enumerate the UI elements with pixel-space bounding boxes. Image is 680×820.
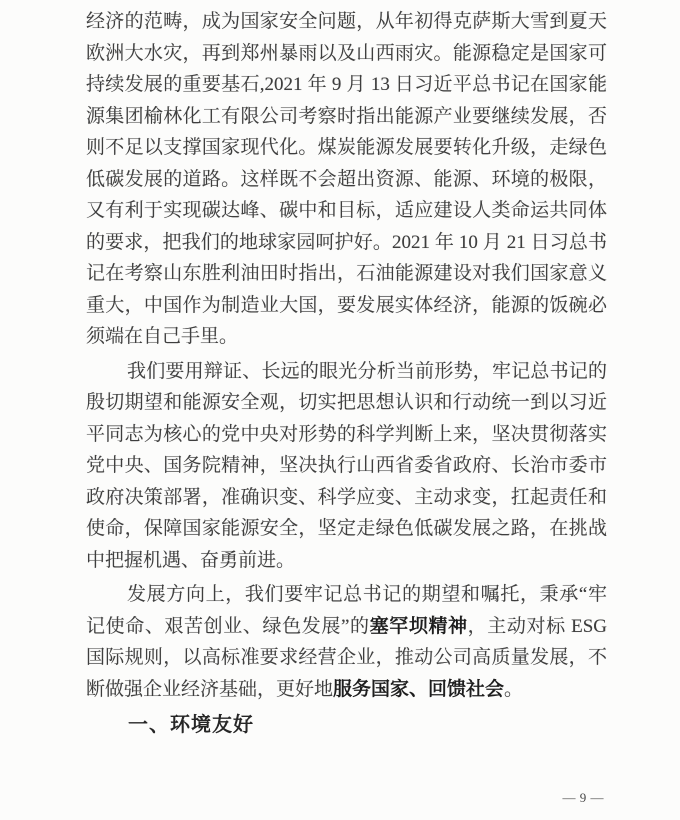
- paragraph-1: [86, 6, 607, 353]
- text-line: 殷切期望和能源安全观，切实把思想认识和行动统一到以习近: [86, 392, 607, 413]
- text-line: 党中央、国务院精神，坚决执行山西省委省政府、长治市委市: [86, 455, 607, 476]
- text-segment: 断做强企业经济基础，更好地: [86, 678, 334, 700]
- text-line: 低碳发展的道路。这样既不会超出资源、能源、环境的极限，: [86, 168, 607, 190]
- text-line: 平同志为核心的党中央对形势的科学判断上来，坚决贯彻落实: [86, 423, 607, 445]
- text-line: 使命，保障国家能源安全，坚定走绿色低碳发展之路，在挑战: [86, 518, 607, 539]
- paragraph-3: [86, 579, 607, 705]
- text-line: 的要求，把我们的地球家园呵护好。2021 年 10 月 21 日习总书: [86, 231, 607, 253]
- section-heading: 一、环境友好: [128, 714, 254, 736]
- text-line: 源集团榆林化工有限公司考察时指出能源产业要继续发展，否: [86, 105, 607, 127]
- page-number: — 9 —: [562, 790, 604, 805]
- text-line: 重大，中国作为制造业大国，要发展实体经济，能源的饭碗必: [86, 294, 607, 316]
- text-segment: ，主动对标 ESG: [467, 615, 607, 637]
- text-segment: 记使命、艰苦创业、绿色发展”的: [86, 615, 370, 637]
- paragraph-2: [86, 356, 607, 577]
- text-line: 则不足以支撑国家现代化。煤炭能源发展要转化升级，走绿色: [86, 137, 607, 158]
- text-line: 须端在自己手里。: [86, 326, 239, 347]
- text-line: [86, 674, 607, 706]
- page-content: [86, 6, 607, 742]
- text-line: 经济的范畴，成为国家安全问题，从年初得克萨斯大雪到夏天: [86, 11, 607, 32]
- text-line: 中把握机遇、奋勇前进。: [86, 549, 296, 571]
- text-line: 发展方向上，我们要牢记总书记的期望和嘱托，秉承“牢: [127, 584, 607, 605]
- text-line: 我们要用辩证、长远的眼光分析当前形势，牢记总书记的: [127, 360, 607, 382]
- bold-phrase-saihanba-spirit: 塞罕坝精神: [369, 615, 468, 637]
- text-line: 政府决策部署，准确识变、科学应变、主动求变，扛起责任和: [86, 486, 607, 508]
- text-segment: 。: [504, 678, 524, 700]
- text-line: 欧洲大水灾，再到郑州暴雨以及山西雨灾。能源稳定是国家可: [86, 42, 607, 64]
- text-line: 持续发展的重要基石,2021 年 9 月 13 日习近平总书记在国家能: [86, 74, 607, 95]
- text-line: 又有利于实现碳达峰、碳中和目标，适应建设人类命运共同体: [86, 200, 607, 221]
- bold-phrase-serve-country: 服务国家、回馈社会: [333, 678, 505, 700]
- text-line: 国际规则，以高标准要求经营企业，推动公司高质量发展，不: [86, 647, 607, 668]
- text-line: [86, 611, 607, 643]
- text-line: 记在考察山东胜利油田时指出，石油能源建设对我们国家意义: [86, 263, 607, 284]
